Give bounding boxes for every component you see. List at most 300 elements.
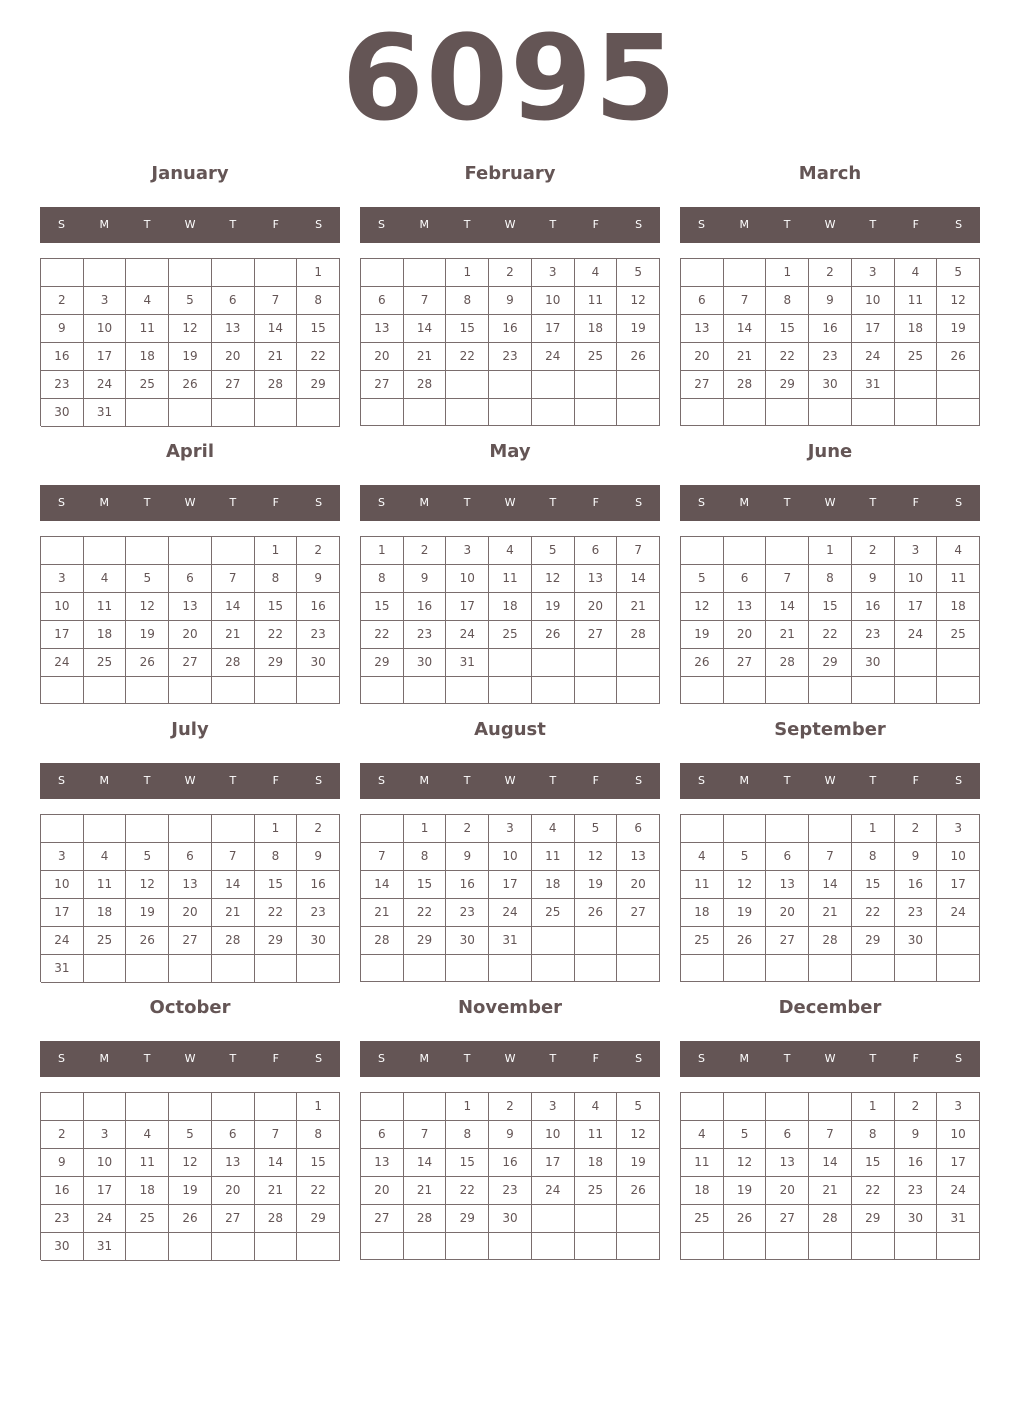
day-cell: 30	[41, 1233, 84, 1261]
weekday-label: W	[824, 218, 836, 231]
day-cell: 12	[681, 593, 724, 621]
weekday-label: M	[419, 774, 430, 787]
day-cell: 8	[255, 565, 298, 593]
day-cell: 21	[809, 899, 852, 927]
day-cell	[937, 649, 980, 677]
weekday-label: S	[315, 218, 323, 231]
day-cell	[895, 371, 938, 399]
month-name: August	[474, 719, 546, 740]
day-cell: 10	[446, 565, 489, 593]
day-cell: 16	[41, 1177, 84, 1205]
day-cell: 16	[852, 593, 895, 621]
year-title: 6095	[341, 9, 679, 147]
day-cell	[617, 399, 660, 426]
day-cell: 31	[852, 371, 895, 399]
day-cell	[404, 1093, 447, 1121]
weekday-label: F	[912, 1052, 919, 1065]
day-cell: 2	[446, 815, 489, 843]
day-cell	[681, 955, 724, 982]
day-cell: 19	[126, 621, 169, 649]
day-cell: 1	[446, 1093, 489, 1121]
day-cell: 26	[617, 1177, 660, 1205]
day-cell: 14	[255, 315, 298, 343]
day-cell: 6	[617, 815, 660, 843]
day-cell: 2	[404, 537, 447, 565]
day-cell: 18	[126, 1177, 169, 1205]
day-cell	[681, 1233, 724, 1260]
day-cell: 8	[766, 287, 809, 315]
weekday-header	[40, 485, 340, 521]
day-cell: 3	[937, 1093, 980, 1121]
day-cell: 2	[895, 815, 938, 843]
day-cell	[169, 259, 212, 287]
day-cell: 9	[489, 287, 532, 315]
day-cell	[532, 677, 575, 704]
day-cell: 8	[446, 1121, 489, 1149]
day-cell: 3	[852, 259, 895, 287]
day-cell	[532, 371, 575, 399]
weekday-label: M	[419, 218, 430, 231]
day-cell	[575, 399, 618, 426]
day-cell	[809, 815, 852, 843]
day-cell: 1	[766, 259, 809, 287]
day-cell: 10	[84, 315, 127, 343]
day-cell: 23	[489, 1177, 532, 1205]
weekday-label: M	[99, 1052, 110, 1065]
day-cell: 28	[766, 649, 809, 677]
day-cell	[84, 677, 127, 704]
day-cell	[126, 815, 169, 843]
day-cell: 28	[809, 927, 852, 955]
day-cell: 25	[575, 1177, 618, 1205]
day-cell	[41, 259, 84, 287]
day-cell: 17	[532, 315, 575, 343]
day-cell: 14	[255, 1149, 298, 1177]
day-cell: 19	[532, 593, 575, 621]
day-cell: 22	[852, 1177, 895, 1205]
day-cell: 15	[297, 315, 340, 343]
weekday-label: W	[184, 496, 196, 509]
month-name: March	[798, 163, 862, 184]
day-cell: 8	[361, 565, 404, 593]
day-cell	[84, 815, 127, 843]
day-cell: 25	[895, 343, 938, 371]
day-cell: 5	[937, 259, 980, 287]
weekday-label: F	[272, 774, 279, 787]
day-cell: 18	[681, 1177, 724, 1205]
day-cell	[126, 1093, 169, 1121]
day-cell: 17	[532, 1149, 575, 1177]
day-cell: 8	[852, 1121, 895, 1149]
day-cell: 25	[84, 649, 127, 677]
day-cell: 2	[297, 537, 340, 565]
day-cell	[937, 955, 980, 982]
day-cell	[852, 955, 895, 982]
weekday-label: T	[869, 496, 877, 509]
weekday-label: W	[504, 774, 516, 787]
day-cell	[895, 399, 938, 426]
day-grid	[40, 258, 340, 426]
day-cell: 19	[937, 315, 980, 343]
day-cell: 29	[404, 927, 447, 955]
day-cell: 6	[766, 1121, 809, 1149]
day-cell	[852, 399, 895, 426]
weekday-header	[680, 207, 980, 243]
day-cell: 28	[255, 371, 298, 399]
day-cell: 27	[212, 1205, 255, 1233]
day-cell: 14	[617, 565, 660, 593]
day-grid	[40, 536, 340, 704]
day-cell: 31	[84, 399, 127, 427]
day-cell: 8	[852, 843, 895, 871]
day-cell: 24	[84, 1205, 127, 1233]
day-cell	[212, 677, 255, 704]
day-cell: 27	[766, 927, 809, 955]
day-cell: 10	[84, 1149, 127, 1177]
day-cell	[212, 537, 255, 565]
day-cell: 15	[255, 871, 298, 899]
day-cell	[575, 1233, 618, 1260]
weekday-label: T	[229, 774, 237, 787]
day-cell	[681, 537, 724, 565]
day-cell: 14	[809, 1149, 852, 1177]
day-cell	[489, 1233, 532, 1260]
weekday-label: T	[229, 1052, 237, 1065]
day-cell: 4	[532, 815, 575, 843]
day-cell: 2	[41, 287, 84, 315]
day-cell: 15	[255, 593, 298, 621]
day-cell	[446, 955, 489, 982]
day-cell	[446, 1233, 489, 1260]
day-cell: 14	[809, 871, 852, 899]
weekday-label: S	[315, 1052, 323, 1065]
day-cell: 30	[404, 649, 447, 677]
day-cell: 14	[724, 315, 767, 343]
day-cell	[724, 259, 767, 287]
day-cell: 15	[852, 1149, 895, 1177]
weekday-label: M	[99, 496, 110, 509]
day-cell	[255, 955, 298, 983]
day-cell: 26	[532, 621, 575, 649]
day-grid	[680, 258, 980, 426]
day-cell: 4	[681, 843, 724, 871]
weekday-label: T	[549, 496, 557, 509]
weekday-label: S	[57, 1052, 65, 1065]
day-cell: 17	[84, 1177, 127, 1205]
day-cell: 18	[532, 871, 575, 899]
day-cell: 30	[297, 649, 340, 677]
day-cell: 12	[617, 287, 660, 315]
day-cell: 12	[617, 1121, 660, 1149]
month-name: April	[165, 441, 215, 462]
day-cell: 26	[937, 343, 980, 371]
day-cell: 19	[617, 1149, 660, 1177]
day-cell: 5	[575, 815, 618, 843]
day-cell: 1	[404, 815, 447, 843]
day-cell	[212, 399, 255, 427]
day-cell: 11	[575, 287, 618, 315]
day-cell: 28	[404, 371, 447, 399]
month-name: May	[489, 441, 531, 462]
day-cell: 9	[446, 843, 489, 871]
weekday-label: S	[697, 496, 705, 509]
day-cell	[895, 677, 938, 704]
day-cell: 25	[532, 899, 575, 927]
day-cell: 18	[681, 899, 724, 927]
day-cell: 22	[404, 899, 447, 927]
day-cell: 3	[446, 537, 489, 565]
weekday-label: F	[592, 1052, 599, 1065]
day-cell: 19	[126, 899, 169, 927]
month-name: June	[807, 441, 853, 462]
day-cell	[361, 815, 404, 843]
day-cell: 26	[575, 899, 618, 927]
weekday-label: F	[592, 218, 599, 231]
weekday-label: F	[272, 1052, 279, 1065]
day-cell	[126, 1233, 169, 1261]
weekday-label: T	[783, 1052, 791, 1065]
weekday-label: S	[635, 1052, 643, 1065]
day-cell: 6	[361, 1121, 404, 1149]
weekday-label: M	[739, 218, 750, 231]
day-cell	[937, 371, 980, 399]
day-cell	[617, 371, 660, 399]
day-cell	[852, 677, 895, 704]
day-cell: 2	[489, 1093, 532, 1121]
day-cell: 29	[297, 1205, 340, 1233]
day-cell: 17	[895, 593, 938, 621]
day-cell: 8	[297, 1121, 340, 1149]
day-cell: 21	[404, 343, 447, 371]
day-cell: 13	[361, 1149, 404, 1177]
weekday-label: T	[463, 774, 471, 787]
weekday-label: F	[912, 218, 919, 231]
day-grid	[680, 536, 980, 704]
day-cell	[212, 815, 255, 843]
day-cell: 25	[84, 927, 127, 955]
day-cell	[937, 399, 980, 426]
day-cell: 22	[766, 343, 809, 371]
day-cell	[724, 955, 767, 982]
day-cell: 5	[617, 259, 660, 287]
weekday-label: T	[549, 774, 557, 787]
day-cell: 26	[724, 1205, 767, 1233]
day-grid	[680, 814, 980, 982]
day-cell: 26	[126, 649, 169, 677]
day-cell: 14	[766, 593, 809, 621]
day-cell: 31	[84, 1233, 127, 1261]
day-cell	[766, 955, 809, 982]
day-cell: 17	[937, 1149, 980, 1177]
day-cell	[681, 399, 724, 426]
day-cell: 5	[532, 537, 575, 565]
day-cell: 10	[532, 1121, 575, 1149]
day-cell: 3	[895, 537, 938, 565]
day-cell: 1	[297, 259, 340, 287]
day-cell: 23	[852, 621, 895, 649]
day-cell: 9	[489, 1121, 532, 1149]
day-cell: 1	[809, 537, 852, 565]
weekday-header	[360, 207, 660, 243]
weekday-label: F	[912, 496, 919, 509]
day-cell: 26	[126, 927, 169, 955]
day-cell: 27	[169, 927, 212, 955]
day-cell	[169, 677, 212, 704]
day-cell: 12	[126, 871, 169, 899]
weekday-label: M	[739, 496, 750, 509]
day-cell: 13	[724, 593, 767, 621]
day-cell: 21	[404, 1177, 447, 1205]
day-cell: 11	[84, 593, 127, 621]
day-cell	[766, 1093, 809, 1121]
day-cell	[895, 1233, 938, 1260]
weekday-header	[40, 763, 340, 799]
day-cell: 20	[681, 343, 724, 371]
day-cell	[84, 1093, 127, 1121]
day-cell: 7	[404, 287, 447, 315]
day-cell: 29	[297, 371, 340, 399]
day-cell	[126, 537, 169, 565]
day-cell: 20	[361, 343, 404, 371]
day-cell	[212, 259, 255, 287]
day-cell: 30	[852, 649, 895, 677]
day-cell: 23	[41, 371, 84, 399]
day-cell	[361, 1093, 404, 1121]
day-cell: 23	[489, 343, 532, 371]
day-cell: 7	[361, 843, 404, 871]
day-cell: 31	[446, 649, 489, 677]
day-cell: 7	[255, 1121, 298, 1149]
day-cell: 7	[766, 565, 809, 593]
day-cell	[255, 1093, 298, 1121]
day-cell: 18	[84, 621, 127, 649]
day-cell: 2	[852, 537, 895, 565]
day-cell: 30	[809, 371, 852, 399]
day-cell: 4	[937, 537, 980, 565]
day-cell	[724, 815, 767, 843]
day-cell: 31	[41, 955, 84, 983]
day-cell: 5	[169, 287, 212, 315]
day-cell: 23	[297, 621, 340, 649]
day-cell	[489, 399, 532, 426]
day-cell: 27	[169, 649, 212, 677]
day-cell: 7	[617, 537, 660, 565]
month-name: October	[149, 997, 231, 1018]
day-cell	[361, 1233, 404, 1260]
day-cell: 29	[446, 1205, 489, 1233]
month-name: January	[151, 163, 229, 184]
day-cell: 2	[297, 815, 340, 843]
day-grid	[680, 1092, 980, 1260]
day-cell: 28	[361, 927, 404, 955]
weekday-header	[680, 763, 980, 799]
day-cell	[575, 649, 618, 677]
day-cell: 30	[895, 1205, 938, 1233]
day-cell	[126, 259, 169, 287]
day-cell: 18	[126, 343, 169, 371]
day-cell	[404, 677, 447, 704]
day-cell: 1	[361, 537, 404, 565]
day-cell: 24	[446, 621, 489, 649]
day-cell: 11	[681, 871, 724, 899]
day-cell: 31	[937, 1205, 980, 1233]
day-cell: 4	[575, 1093, 618, 1121]
day-cell	[532, 649, 575, 677]
weekday-label: T	[783, 218, 791, 231]
day-cell: 6	[724, 565, 767, 593]
day-cell: 12	[937, 287, 980, 315]
day-cell: 21	[724, 343, 767, 371]
day-cell: 8	[404, 843, 447, 871]
day-cell: 25	[681, 1205, 724, 1233]
day-cell	[895, 955, 938, 982]
day-cell	[766, 1233, 809, 1260]
day-cell	[361, 955, 404, 982]
weekday-label: T	[463, 496, 471, 509]
day-cell	[361, 259, 404, 287]
day-cell: 20	[169, 621, 212, 649]
day-cell	[489, 371, 532, 399]
day-cell	[169, 955, 212, 983]
day-cell	[169, 1093, 212, 1121]
weekday-label: T	[549, 218, 557, 231]
weekday-header	[360, 485, 660, 521]
day-cell: 8	[809, 565, 852, 593]
day-cell: 18	[489, 593, 532, 621]
day-cell: 21	[255, 1177, 298, 1205]
weekday-label: S	[955, 496, 963, 509]
day-cell: 28	[212, 927, 255, 955]
day-cell: 24	[937, 899, 980, 927]
day-cell	[446, 371, 489, 399]
day-cell: 4	[895, 259, 938, 287]
day-cell	[297, 399, 340, 427]
day-cell: 21	[361, 899, 404, 927]
day-cell: 3	[489, 815, 532, 843]
day-grid	[360, 536, 660, 704]
day-cell: 19	[724, 1177, 767, 1205]
day-cell	[126, 677, 169, 704]
day-cell	[724, 677, 767, 704]
day-cell: 14	[361, 871, 404, 899]
weekday-label: F	[272, 218, 279, 231]
day-cell: 25	[126, 1205, 169, 1233]
day-cell: 10	[489, 843, 532, 871]
day-cell: 11	[532, 843, 575, 871]
day-cell: 29	[255, 927, 298, 955]
day-cell	[212, 1233, 255, 1261]
day-cell: 31	[489, 927, 532, 955]
day-cell	[169, 537, 212, 565]
day-cell: 22	[809, 621, 852, 649]
day-cell: 11	[895, 287, 938, 315]
weekday-label: S	[57, 774, 65, 787]
day-cell: 9	[41, 1149, 84, 1177]
day-cell: 1	[852, 815, 895, 843]
weekday-label: T	[783, 496, 791, 509]
day-cell: 7	[724, 287, 767, 315]
day-cell: 22	[297, 343, 340, 371]
day-cell	[404, 955, 447, 982]
day-cell: 11	[937, 565, 980, 593]
weekday-label: S	[315, 496, 323, 509]
month-name: November	[457, 997, 563, 1018]
weekday-label: S	[697, 218, 705, 231]
day-cell: 28	[212, 649, 255, 677]
weekday-label: M	[419, 1052, 430, 1065]
day-cell	[575, 1205, 618, 1233]
day-cell: 13	[766, 871, 809, 899]
